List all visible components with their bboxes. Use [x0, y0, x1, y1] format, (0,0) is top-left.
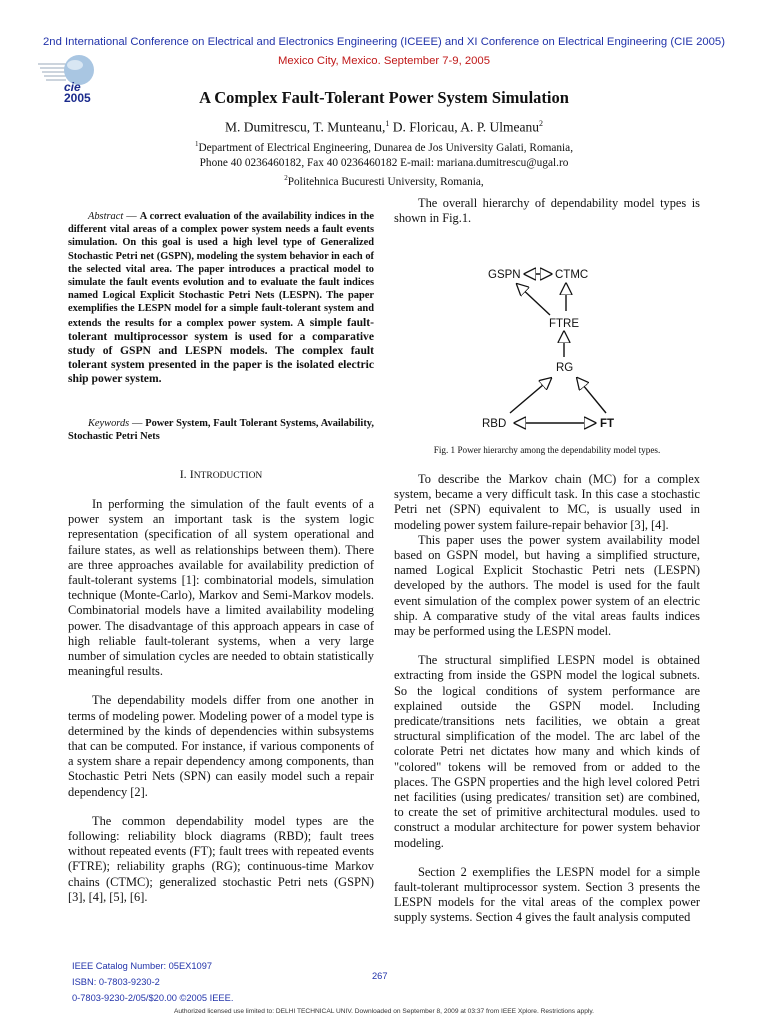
abstract-text-large: simple fault-tolerant multiprocessor system is used for a comparative study of GSPN and LESPN models. The complex fault tolerant system presented in the paper is the isolated electric ship power system.: [68, 315, 375, 386]
authors-part1: M. Dumitrescu, T. Munteanu,: [225, 119, 386, 135]
section-numeral: I.: [179, 467, 190, 481]
authors-sup1: 1: [385, 119, 390, 128]
abstract-label: Abstract: [88, 211, 124, 222]
node-gspn: GSPN: [488, 269, 521, 281]
abstract-text-small: A correct evaluation of the availability indices in the different vital areas of a complex power system needs a fault events simulation. On this goal is used a high level type of Generalized Stochastic Petri net (GSPN), modeling the system behavior in each of the selected vital area. The paper introduces a practical model to simulate the fault events evolution and to evaluate the fault indices named Logical Explicit Stochastic Petri Nets (LESPN). The paper exemplifies the LESPN model for a simple fault-tolerant system and extends the results for a complex power system. A: [68, 211, 374, 329]
arrow-ftre-gspn: [518, 285, 550, 315]
right-paragraph: To describe the Markov chain (MC) for a complex system, became a very difficult task. In this case a stochastic Petri net (SPN) equivalent to MC, is usually used in modeling power system failure-repair behavior [3], [4].: [394, 472, 700, 532]
footer-copyright: 0-7803-9230-2/05/$20.00 ©2005 IEEE.: [72, 993, 234, 1003]
right-column-body: [394, 472, 700, 940]
right-intro: [394, 196, 700, 226]
left-paragraph: The common dependability model types are the following: reliability block diagrams (RBD); fault trees without repeated events (FT); fault trees with repeated events (FTRE); reliability graphs (RG); continuous-time Markov chains (CTMC); generalized stochastic Petri nets (GSPN) [3], [4], [5], [6].: [68, 813, 374, 904]
contact-line: Phone 40 0236460182, Fax 40 0236460182 E-mail: mariana.dumitrescu@ugal.ro: [199, 156, 569, 169]
keywords-dash: —: [129, 418, 146, 429]
section-heading: [68, 467, 374, 482]
affiliation-1-text: Department of Electrical Engineering, Dunarea de Jos University Galati, Romania,: [198, 141, 574, 154]
left-column-body: [68, 497, 374, 919]
right-paragraph: This paper uses the power system availability model based on GSPN model, but having a simplified structure, named Logical Explicit Stochastic Petri nets (LESPN) developed by the authors. The model is used for the fault event simulation of the complex power system of an electric ship. A comparative study of the vital areas faults indices may be performed using the LESPN model.: [394, 532, 700, 639]
authors-sup2: 2: [538, 119, 543, 128]
left-paragraph: The dependability models differ from one another in terms of modeling power. Modeling power of a model type is determined by the kinds of dependencies within subsystems that can be computed. For instance, if various components of a system share a repair dependency among components, than Stochastic Petri Nets (SPN) can easily model such a repair dependency [2].: [68, 693, 374, 799]
arrow-ft-rg: [578, 379, 606, 413]
section-title-first: I: [189, 467, 194, 481]
paper-title: A Complex Fault-Tolerant Power System Simulation: [199, 88, 569, 107]
node-ft: FT: [600, 418, 615, 430]
affiliation-2-sup: 2: [284, 173, 288, 182]
affiliation-2: [0, 171, 768, 190]
arrow-rbd-rg: [510, 379, 550, 413]
figure-1-diagram: [394, 255, 700, 435]
location-line: Mexico City, Mexico. September 7-9, 2005: [277, 55, 490, 67]
abstract: [68, 210, 374, 387]
author-line: [0, 119, 768, 136]
affiliation-1-sup: 1: [194, 140, 199, 148]
conference-line: 2nd International Conference on Electrical and Electronics Engineering (ICEEE) and XI Conference on Electrical Engineering (CIE 2005): [43, 36, 725, 48]
affiliation-block: [0, 137, 768, 190]
node-rbd: RBD: [482, 418, 507, 430]
abstract-dash: —: [123, 211, 140, 222]
footer-catalog: IEEE Catalog Number: 05EX1097: [72, 961, 213, 971]
license-notice: Authorized licensed use limited to: DELHI TECHNICAL UNIV. Downloaded on September 8, 2009 at 03:37 from IEEE Xplore. Restrictions apply.: [173, 1008, 594, 1015]
figure-caption: Fig. 1 Power hierarchy among the dependability model types.: [433, 445, 661, 455]
footer-isbn: ISBN: 0-7803-9230-2: [72, 977, 160, 987]
right-intro-text: The overall hierarchy of dependability model types is shown in Fig.1.: [394, 196, 700, 226]
right-paragraph: Section 2 exemplifies the LESPN model for a simple fault-tolerant multiprocessor system. Section 3 presents the LESPN models for the vital areas of the complex power supply systems. Section 4 gives the fault analysis computed: [394, 864, 700, 925]
node-rg: RG: [556, 362, 574, 374]
affiliation-1: [0, 137, 768, 156]
node-ctmc: CTMC: [555, 269, 589, 281]
keywords-text: Power System, Fault Tolerant Systems, Availability, Stochastic Petri Nets: [68, 418, 374, 443]
page-number: 267: [372, 971, 388, 981]
authors-part2: D. Floricau, A. P. Ulmeanu: [389, 119, 539, 135]
logo-word: cie: [64, 80, 81, 94]
keywords-label: Keywords: [88, 418, 130, 429]
affiliation-2-text: Politehnica Bucuresti University, Romania,: [287, 175, 484, 188]
logo-year: 2005: [64, 91, 91, 105]
section-title-rest: NTRODUCTION: [193, 471, 263, 481]
left-paragraph: In performing the simulation of the fault events of a power system an important task is the system logic representation (specification of all system operational and failure states, as well as relationships between them). There are three approaches available for availability prediction of fault-tolerant systems [1]: combinatorial models, simulation technique (Monte-Carlo), Markov and Semi-Markov models. Combinatorial models have a limited availability modeling power. The disadvantage of this approach appears in case of high reliable fault-tolerant systems, when a very large number of simulation cycles are needed to obtain statistically meaningful results.: [68, 497, 374, 679]
footer-info: [72, 958, 233, 1006]
node-ftre: FTRE: [549, 318, 580, 330]
keywords: [68, 417, 374, 443]
right-paragraph: The structural simplified LESPN model is obtained extracting from inside the GSPN model the logical subnets. So the logical conditions of system performance are explained outside the GSPN model. Including predicate/transitions nets facilities, we obtain a great structural simplification of the model. The arc label of the colorate Petri net dictates how many and which kinds of "colored" tokens will be removed from or added to the places. The GSPN properties and the high level colored Petri net facilities (using predicates/ transition set) are combined, to create the set of primitive architectural modules. used to construct a modular architecture for power system behavior modeling.: [394, 653, 700, 850]
